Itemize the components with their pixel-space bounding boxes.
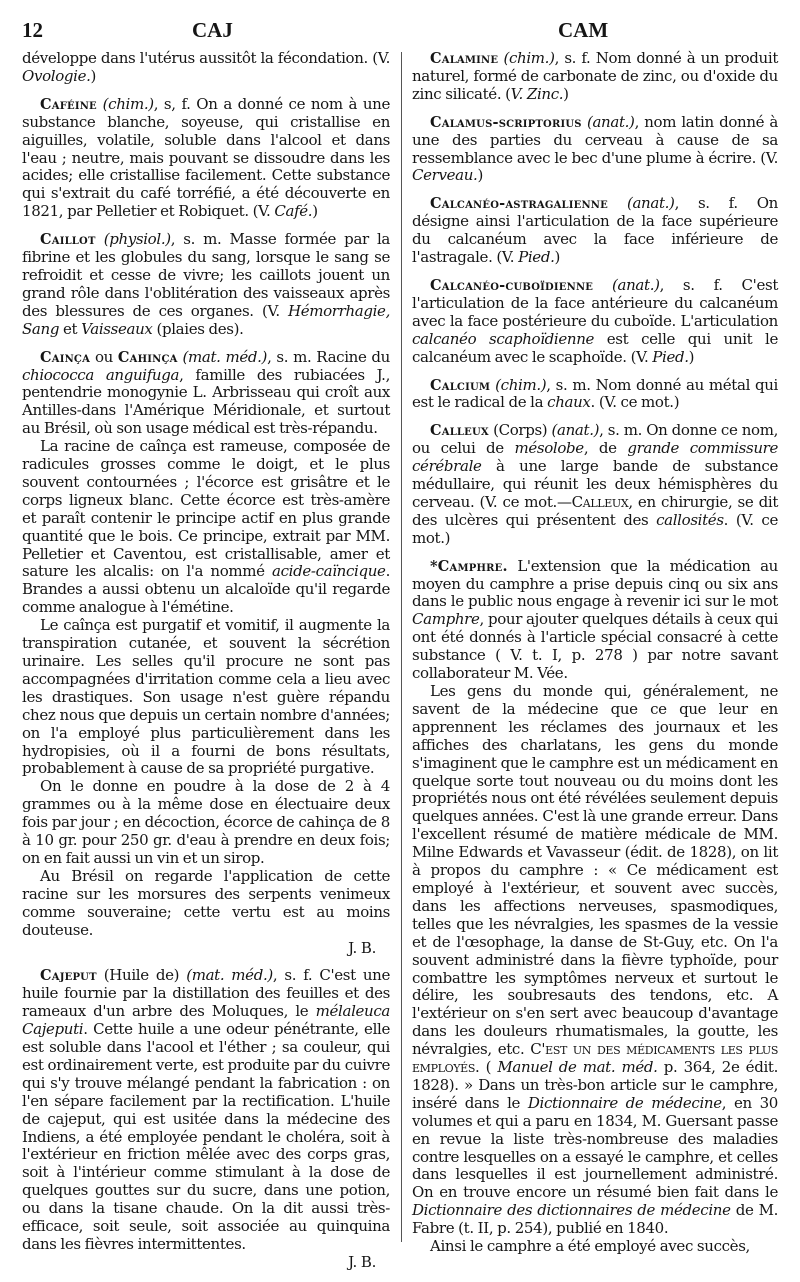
entry-calcaneo-astragalienne: Calcanéo-astragalienne (anat.), s. f. On désigne ainsi l'articulation de la face supérieure du calcanéum avec la face inférieure de l'astragale. (V. Pied.) [412, 194, 778, 267]
headword-camphre: *Camphre. [430, 557, 508, 575]
entry-cajeput: Cajeput (Huile de) (mat. méd.), s. f. C'est une huile fournie par la distillation des feuilles et des rameaux d'un arbre des Moluques, le mélaleuca Cajeputi. Cette huile a une odeur pénétrante, elle est soluble dans l'acool et l'éther ; sa couleur, qui est ordinairement verte, est produite par du cuivre qui s'y trouve mélangé pendant la fabrication : on l'en sépare facilement par la rectification. L'huile de cajeput, qui est usitée dans la médecine des Indiens, a été employée pendant le choléra, soit à l'extérieur en friction mêlée avec des corps gras, soit à l'intérieur comme stimulant à la dose de quelques gouttes sur du sucre, dans une potion, ou dans la tisane chaude. On la dit aussi très-efficace, soit seule, soit associée au quinquina dans les fièvres intermittentes. J. B. [22, 966, 390, 1271]
headword-calcium: Calcium [430, 376, 491, 394]
column-divider [401, 52, 402, 1242]
entry-calcaneo-cuboidienne: Calcanéo-cuboïdienne (anat.), s. f. C'est l'articulation de la face antérieure du calcanéum avec la face postérieure du cuboïde. L'articulation calcanéo scaphoïdienne est celle qui unit le calcanéum avec le scaphoïde. (V. Pied.) [412, 275, 778, 366]
left-running-head: CAJ [192, 18, 233, 42]
entry-caillot: Caillot (physiol.), s. m. Masse formée par la fibrine et les globules du sang, lorsque le sang se refroidit et cesse de vivre; les caillots jouent un grand rôle dans l'oblitération des vaisseaux après des blessures de ces organes. (V. Hémorrhagie, Sang et Vaisseaux (plaies des). [22, 230, 390, 338]
entry-calamine: Calamine (chim.), s. f. Nom donné à un produit naturel, formé de carbonate de zinc, ou d'oxide du zinc silicaté. (V. Zinc.) [412, 49, 778, 103]
entry-cainca: Cainça ou Cahinça (mat. méd.), s. m. Racine du chiococca anguifuga, famille des rubiacées J., pentendrie monogynie L. Arbrisseau qui croît aux Antilles-dans l'Amérique Méridionale, et surtout au Brésil, où son usage médical est très-répandu. La racine de caînça est rameuse, composée de radicules grosses comme le doigt, et le plus souvent contournées ; l'écorce est grisâtre et le corps ligneux blanc. Cette écorce est très-amère et paraît contenir le principe actif en plus grande quantité que le bois. Ce principe, extrait par MM. Pelletier et Caventou, est cristallisable, amer et sature les alcalis: on l'a nommé acide-caïncique. Brandes a aussi obtenu un alcaloïde qu'il regarde comme analogue à l'émétine. Le caînça est purgatif et vomitif, il augmente la transpiration cutanée, et souvent la sécrétion urinaire. Les selles qu'il procure ne sont pas accompagnées d'irritation comme cela a lieu avec les drastiques. Son usage n'est guère répandu chez nous que depuis un certain nombre d'années; on l'a employé plus particulièrement dans les hydropisies, où il a fourni de bons résultats, probablement à cause de sa propriété purgative. On le donne en poudre à la dose de 2 à 4 grammes ou à la même dose en électuaire deux fois par jour ; en décoction, écorce de cahinça de 8 à 10 gr. pour 250 gr. d'eau à prendre en deux fois; on en fait aussi un vin et un sirop. Au Brésil on regarde l'application de cette racine sur les morsures des serpents venimeux comme souveraine; cette vertu est au moins douteuse. J. B. [22, 347, 390, 957]
right-running-head: CAM [558, 18, 609, 42]
headword-calleux: Calleux [430, 422, 489, 440]
page-header [22, 18, 778, 44]
headword-cuboidienne: Calcanéo-cuboïdienne [430, 276, 594, 294]
signature: J. B. [348, 938, 376, 957]
entry-calamus-scriptorius: Calamus-scriptorius (anat.), nom latin donné à une des parties du cerveau à cause de sa ressemblance avec le bec d'une plume à écrire. (V. Cerveau.) [412, 112, 778, 185]
headword-caillot: Caillot [40, 231, 96, 249]
entry-calleux: Calleux (Corps) (anat.), s. m. On donne ce nom, ou celui de mésolobe, de grande commissure cérébrale à une large bande de substance médullaire, qui réunit les deux hémisphères du cerveau. (V. ce mot.—Calleux, en chirurgie, se dit des ulcères qui présentent des callosités. (V. ce mot.) [412, 421, 778, 547]
right-column [412, 50, 778, 1266]
headword-calamus: Calamus-scriptorius [430, 113, 582, 131]
left-column [22, 50, 390, 1282]
signature: J. B. [348, 1252, 376, 1271]
entry-cafeine: Caféine (chim.), s, f. On a donné ce nom à une substance blanche, soyeuse, qui cristallise en aiguilles, volatile, soluble dans l'alcool et dans l'eau ; neutre, mais pouvant se dissoudre dans les acides; elle cristallise facilement. Cette substance qui s'extrait du café torréfié, a été découverte en 1821, par Pelletier et Robiquet. (V. Café.) [22, 94, 390, 221]
headword-cahinca: Cahinça [117, 348, 178, 366]
headword-astragalienne: Calcanéo-astragalienne [430, 195, 608, 213]
headword-cainca: Cainça [40, 348, 91, 366]
page-number: 12 [22, 18, 43, 42]
entry-continuation: développe dans l'utérus aussitôt la fécondation. (V. Ovologie.) [22, 49, 390, 85]
headword-cafeine: Caféine [40, 95, 97, 113]
entry-camphre: *Camphre. L'extension que la médication au moyen du camphre a prise depuis cinq ou six ans dans le public nous engage à revenir ici sur le mot Camphre, pour ajouter quelques détails à ceux qui ont été donnés à l'article spécial consacré à cette substance ( V. t. I, p. 278 ) par notre savant collaborateur M. Vée. Les gens du monde qui, généralement, ne savent de la médecine que ce que leur en apprennent les réclames des journaux et les affiches des charlatans, les gens du monde s'imaginent que le camphre est un médicament en quelque sorte tout nouveau ou du moins dont les propriétés nous ont été révélées seulement depuis quelques années. C'est là une grande erreur. Dans l'excellent résumé de matière médicale de MM. Milne Edwards et Vavasseur (édit. de 1828), on lit à propos du camphre : « Ce médicament est employé à l'extérieur, et souvent avec succès, dans les affections nerveuses, spasmodiques, telles que les névralgies, les spasmes de la vessie et de l'œsophage, la danse de St-Guy, etc. On l'a souvent administré dans la fièvre typhoïde, pour combattre les symptômes nerveux et surtout le délire, les soubresauts des tendons, etc. A l'extérieur on s'en sert avec beaucoup d'avantage dans les douleurs rhumatismales, la goutte, les névralgies, etc. C'est un des médicaments les plus employés. ( Manuel de mat. méd. p. 364, 2e édit. 1828). » Dans un très-bon article sur le camphre, inséré dans le Dictionnaire de médecine, en 30 volumes et qui a paru en 1834, M. Guersant passe en revue la liste très-nombreuse des maladies contre lesquelles on a essayé le camphre, et celles dans lesquelles il est journellement administré. On en trouve encore un résumé bien fait dans le Dictionnaire des dictionnaires de médecine de M. Fabre (t. II, p. 254), publié en 1840. Ainsi le camphre a été employé avec succès, [412, 556, 779, 1256]
headword-cajeput: Cajeput [40, 967, 97, 985]
entry-calcium: Calcium (chim.), s. m. Nom donné au métal qui est le radical de la chaux. (V. ce mot.) [412, 375, 778, 412]
headword-calamine: Calamine [430, 50, 499, 67]
